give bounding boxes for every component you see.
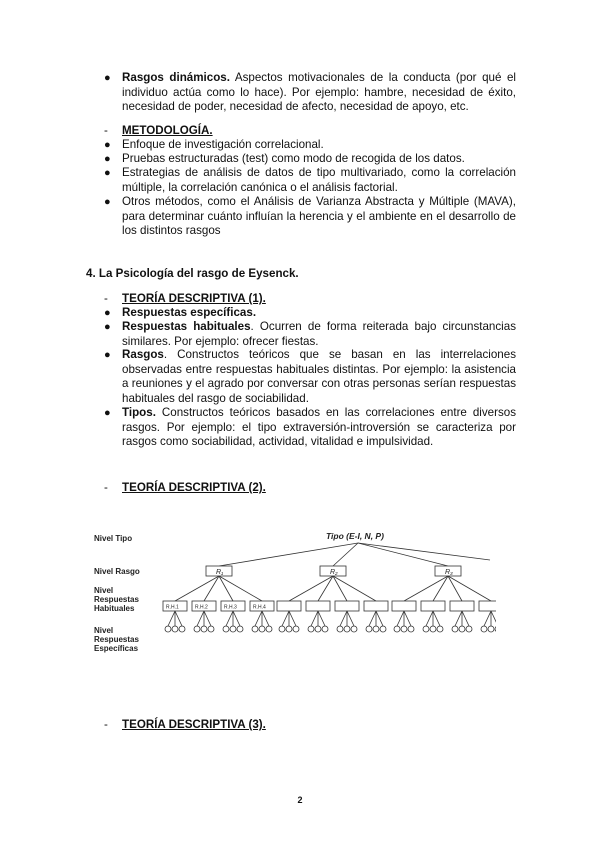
- list-item: [104, 138, 516, 153]
- specific-response-circle: [401, 626, 407, 632]
- list-item: [104, 306, 516, 321]
- level-label-rasgo: Nivel Rasgo: [94, 567, 140, 576]
- habit-to-response-line: [455, 611, 462, 626]
- list-item-text: Estrategias de análisis de datos de tipo multivariado, como la correlación múltiple, la correlación canónica o el análisis factorial.: [122, 166, 516, 194]
- specific-response-circle: [366, 626, 372, 632]
- specific-response-circle: [481, 626, 487, 632]
- type-to-trait-line: [358, 543, 490, 560]
- trait-to-habit-line: [219, 576, 262, 601]
- dash-marker: -: [104, 481, 108, 494]
- habit-to-response-line: [397, 611, 404, 626]
- specific-response-circle: [495, 626, 496, 632]
- specific-response-circle: [315, 626, 321, 632]
- habit-box: [450, 601, 474, 611]
- habit-box: [306, 601, 330, 611]
- habit-to-response-line: [491, 611, 496, 626]
- habit-to-response-line: [311, 611, 318, 626]
- specific-response-circle: [165, 626, 171, 632]
- habit-box: [277, 601, 301, 611]
- specific-response-circle: [337, 626, 343, 632]
- habit-to-response-line: [233, 611, 240, 626]
- specific-response-circle: [266, 626, 272, 632]
- list-item-text: Otros métodos, como el Análisis de Varianza Abstracta y Múltiple (MAVA), para determinar cuánto influían la herencia y el ambiente en el desarrollo de los distintos rasgos: [122, 195, 516, 238]
- section-heading: 4. La Psicología del rasgo de Eysenck.: [86, 267, 299, 280]
- list-item: [104, 348, 516, 406]
- item-bold: Rasgos: [122, 348, 164, 361]
- item-bold: Respuestas habituales: [122, 320, 251, 333]
- type-to-trait-line: [358, 543, 448, 566]
- trait-label: R₂: [330, 569, 338, 576]
- trait-to-habit-line: [433, 576, 448, 601]
- level-label-habituales: Nivel Respuestas Habituales: [94, 586, 139, 613]
- dash-marker: -: [104, 718, 108, 731]
- list-item: [104, 166, 516, 195]
- habit-to-response-line: [404, 611, 411, 626]
- habit-to-response-line: [369, 611, 376, 626]
- list-item-text: Pruebas estructuradas (test) como modo de recogida de los datos.: [122, 152, 465, 165]
- trait-to-habit-line: [318, 576, 333, 601]
- tree-structure: [163, 543, 496, 632]
- teoria3-title: TEORÍA DESCRIPTIVA (3).: [122, 718, 266, 731]
- specific-response-circle: [194, 626, 200, 632]
- bullet-icon: ●: [104, 196, 111, 208]
- habit-to-response-line: [255, 611, 262, 626]
- habit-box: [335, 601, 359, 611]
- specific-response-circle: [259, 626, 265, 632]
- specific-response-circle: [223, 626, 229, 632]
- trait-to-habit-line: [175, 576, 219, 601]
- item-text: . Constructos teóricos que se basan en las interrelaciones observadas entre respuestas habituales distintas. Por ejemplo: la asistencia a reuniones y el agrado por conversar con otras personas serían respuestas habituales del rasgo de sociabilidad.: [122, 348, 516, 405]
- item-bold: Respuestas específicas.: [122, 306, 257, 319]
- bullet-icon: ●: [104, 167, 111, 179]
- habit-to-response-line: [376, 611, 383, 626]
- trait-label: R₁: [216, 569, 224, 576]
- habit-to-response-line: [175, 611, 182, 626]
- habit-box: [421, 601, 445, 611]
- item-bold: Tipos.: [122, 406, 156, 419]
- specific-response-circle: [430, 626, 436, 632]
- dash-marker: -: [104, 292, 108, 305]
- metodologia-heading: [104, 124, 213, 139]
- trait-label: R₃: [445, 569, 453, 576]
- trait-to-habit-line: [333, 576, 376, 601]
- bullet-bold: Rasgos dinámicos.: [122, 71, 230, 84]
- specific-response-circle: [172, 626, 178, 632]
- level-label-tipo: Nivel Tipo: [94, 534, 133, 543]
- page-number: 2: [297, 795, 303, 805]
- specific-response-circle: [308, 626, 314, 632]
- habit-to-response-line: [462, 611, 469, 626]
- specific-response-circle: [488, 626, 494, 632]
- habit-label: R.H.1: [166, 604, 179, 611]
- habit-box: [364, 601, 388, 611]
- teoria2-title: TEORÍA DESCRIPTIVA (2).: [122, 481, 266, 494]
- habit-to-response-line: [282, 611, 289, 626]
- specific-response-circle: [252, 626, 258, 632]
- specific-response-circle: [293, 626, 299, 632]
- specific-response-circle: [322, 626, 328, 632]
- bullet-icon: ●: [104, 321, 111, 333]
- metodologia-title: METODOLOGÍA.: [122, 124, 213, 137]
- dash-marker: -: [104, 124, 108, 137]
- trait-to-habit-line: [204, 576, 219, 601]
- specific-response-circle: [230, 626, 236, 632]
- habit-to-response-line: [318, 611, 325, 626]
- habit-label: R.H.2: [195, 604, 208, 611]
- habit-to-response-line: [289, 611, 296, 626]
- specific-response-circle: [380, 626, 386, 632]
- habit-box: [479, 601, 496, 611]
- habit-label: R.H.4: [253, 604, 266, 611]
- specific-response-circle: [437, 626, 443, 632]
- teoria2-heading: [104, 481, 266, 496]
- item-text: . Ocurren de forma reiterada bajo circunstancias similares. Por ejemplo: ofrecer fiestas.: [122, 320, 516, 348]
- teoria3-heading: [104, 718, 266, 733]
- bullet-icon: ●: [104, 307, 111, 319]
- list-item: [104, 152, 516, 167]
- specific-response-circle: [408, 626, 414, 632]
- list-item-text: Enfoque de investigación correlacional.: [122, 138, 324, 151]
- item-text: Constructos teóricos basados en las correlaciones entre diversos rasgos. Por ejemplo: el tipo extraversión-introversión se caracteriza por rasgos como sociabilidad, actividad, vitalidad e impulsividad.: [122, 406, 516, 449]
- bullet-icon: ●: [104, 153, 111, 165]
- specific-response-circle: [466, 626, 472, 632]
- eysenck-hierarchy-diagram: [86, 525, 496, 665]
- specific-response-circle: [344, 626, 350, 632]
- habit-to-response-line: [340, 611, 347, 626]
- specific-response-circle: [179, 626, 185, 632]
- habit-to-response-line: [204, 611, 211, 626]
- specific-response-circle: [394, 626, 400, 632]
- habit-label: R.H.3: [224, 604, 237, 611]
- bullet-icon: ●: [104, 349, 111, 361]
- specific-response-circle: [459, 626, 465, 632]
- bullet-icon: ●: [104, 72, 111, 84]
- list-item: [104, 406, 516, 450]
- habit-to-response-line: [168, 611, 175, 626]
- habit-to-response-line: [347, 611, 354, 626]
- bullet-text: Aspectos motivacionales de la conducta (por qué el individuo actúa como lo hace). Por ejemplo: hambre, necesidad de éxito, necesidad de poder, necesidad de afecto, necesidad de apoyo, etc.: [122, 71, 516, 114]
- trait-to-habit-line: [404, 576, 448, 601]
- bullet-icon: ●: [104, 407, 111, 419]
- habit-box: [392, 601, 416, 611]
- specific-response-circle: [452, 626, 458, 632]
- bullet-rasgos-dinamicos: [104, 71, 516, 115]
- teoria1-heading: [104, 292, 266, 307]
- specific-response-circle: [208, 626, 214, 632]
- list-item: [104, 195, 516, 239]
- specific-response-circle: [237, 626, 243, 632]
- teoria1-title: TEORÍA DESCRIPTIVA (1).: [122, 292, 266, 305]
- specific-response-circle: [201, 626, 207, 632]
- trait-to-habit-line: [448, 576, 491, 601]
- bullet-icon: ●: [104, 139, 111, 151]
- type-label: Tipo (E-I, N, P): [326, 531, 384, 541]
- trait-to-habit-line: [289, 576, 333, 601]
- habit-to-response-line: [484, 611, 491, 626]
- specific-response-circle: [351, 626, 357, 632]
- habit-to-response-line: [426, 611, 433, 626]
- specific-response-circle: [286, 626, 292, 632]
- specific-response-circle: [279, 626, 285, 632]
- list-item: [104, 320, 516, 349]
- specific-response-circle: [373, 626, 379, 632]
- specific-response-circle: [423, 626, 429, 632]
- habit-to-response-line: [433, 611, 440, 626]
- habit-to-response-line: [226, 611, 233, 626]
- habit-to-response-line: [262, 611, 269, 626]
- habit-to-response-line: [197, 611, 204, 626]
- level-label-especificas: Nivel Respuestas Específicas: [94, 626, 139, 653]
